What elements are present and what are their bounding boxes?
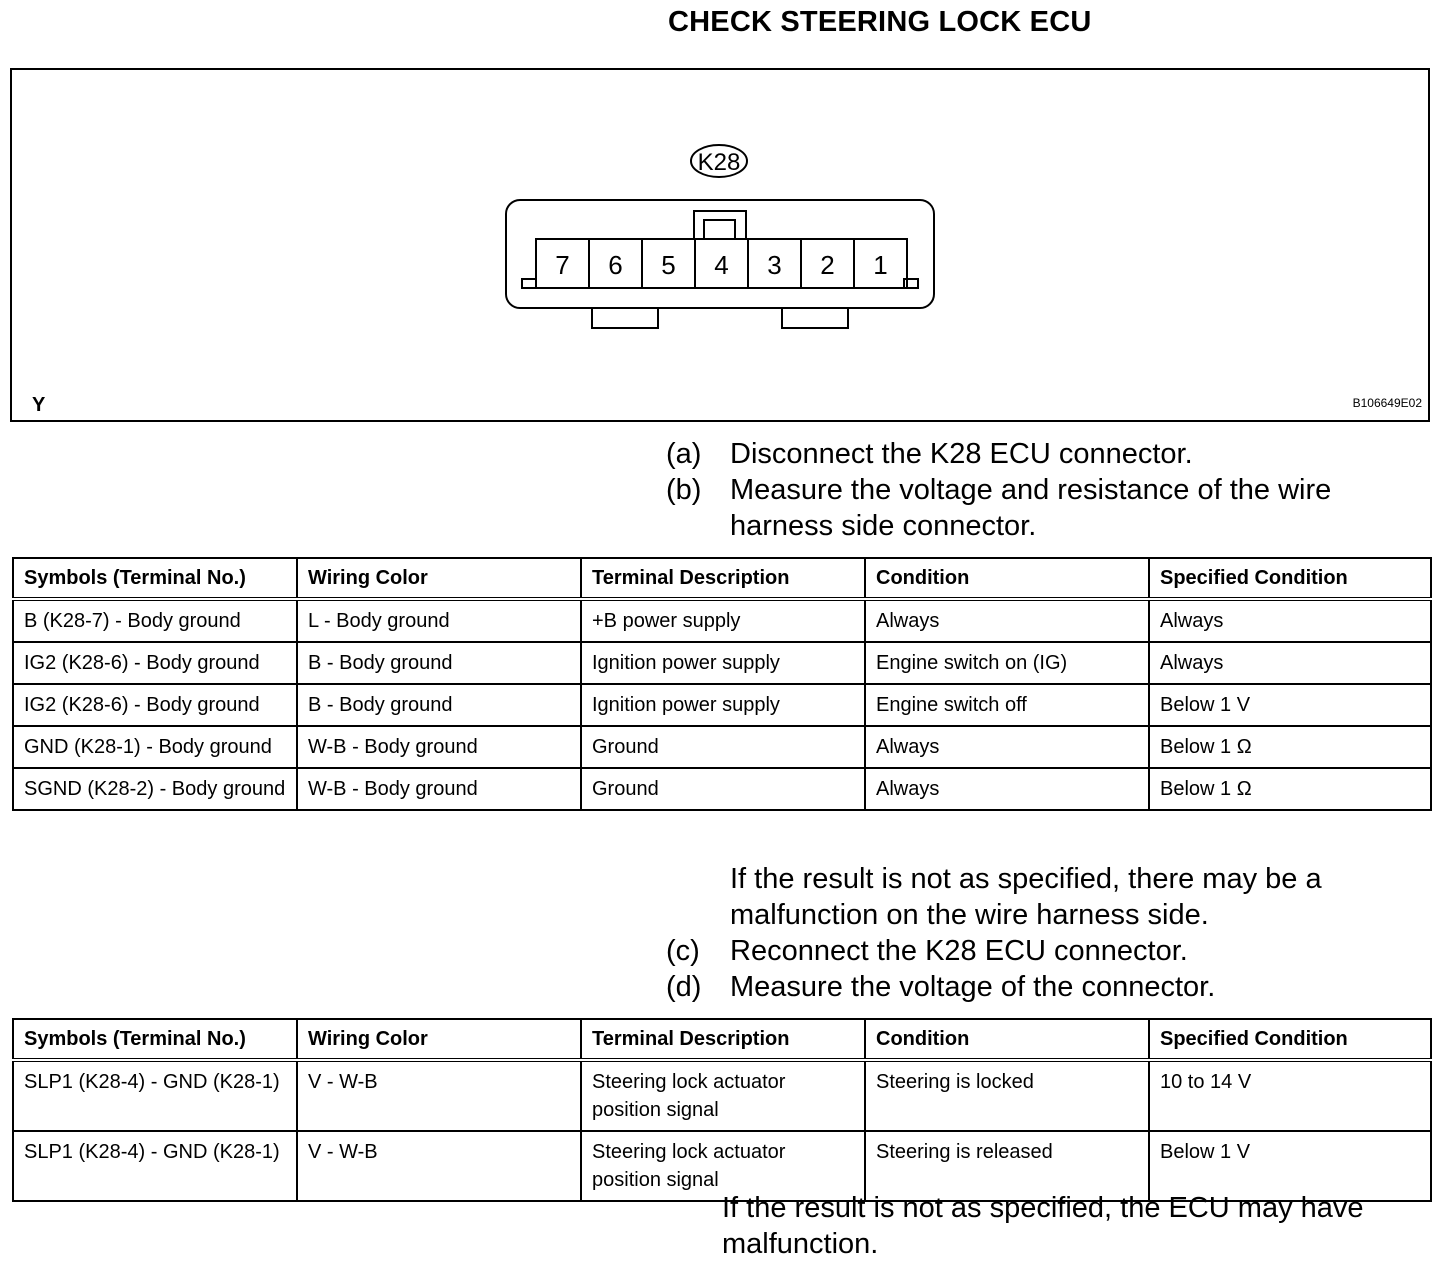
figure-code: B106649E02 [1352,396,1422,410]
table-cell: Ignition power supply [581,684,865,726]
table-cell: Below 1 V [1149,684,1431,726]
steps-middle [666,861,1386,1005]
connector-label: K28 [697,149,741,176]
connector-pin-label: 2 [820,250,835,280]
table-cell: Ground [581,768,865,810]
step-letter: (b) [666,474,702,506]
table-cell: SLP1 (K28-4) - GND (K28-1) [13,1060,297,1131]
table-header-row [13,558,1431,599]
table-cell: Ignition power supply [581,642,865,684]
column-header: Terminal Description [581,1019,865,1060]
step-text: Reconnect the K28 ECU connector. [730,935,1188,967]
table-cell: SLP1 (K28-4) - GND (K28-1) [13,1131,297,1201]
connector-pins [536,239,907,288]
table-cell: Engine switch off [865,684,1149,726]
figure-corner-letter: Y [32,394,46,416]
column-header: Wiring Color [297,1019,581,1060]
table-cell: IG2 (K28-6) - Body ground [13,684,297,726]
table-row [13,599,1431,642]
table-cell: L - Body ground [297,599,581,642]
table-cell: Always [865,726,1149,768]
steps-top [666,436,1386,544]
table-cell: Below 1 V [1149,1131,1431,1201]
table-row [13,684,1431,726]
table-cell: IG2 (K28-6) - Body ground [13,642,297,684]
column-header: Specified Condition [1149,1019,1431,1060]
table-cell: Steering lock actuator position signal [581,1131,865,1201]
table-cell: V - W-B [297,1060,581,1131]
spec-table-connector [12,1018,1432,1202]
step-c [666,933,1386,969]
table-cell: Always [1149,642,1431,684]
table-cell: GND (K28-1) - Body ground [13,726,297,768]
connector-pin-label: 6 [608,250,623,280]
connector-tab-right [782,308,848,328]
table-cell: W-B - Body ground [297,768,581,810]
table-cell: W-B - Body ground [297,726,581,768]
connector-key-inner [704,220,735,239]
column-header: Symbols (Terminal No.) [13,558,297,599]
table-cell: SGND (K28-2) - Body ground [13,768,297,810]
step-text: Disconnect the K28 ECU connector. [730,438,1193,470]
connector-pin-label: 3 [767,250,782,280]
table-cell: +B power supply [581,599,865,642]
result-note [666,861,1386,933]
table-row [13,726,1431,768]
table-cell: Always [1149,599,1431,642]
table-cell: Always [865,768,1149,810]
column-header: Symbols (Terminal No.) [13,1019,297,1060]
table-cell: Below 1 Ω [1149,726,1431,768]
final-note-text: If the result is not as specified, the ECU may have malfunction. [722,1192,1364,1260]
step-text: Measure the voltage and resistance of the wire harness side connector. [730,474,1332,542]
connector-key-outer [694,211,746,239]
column-header: Terminal Description [581,558,865,599]
table-row [13,642,1431,684]
table-cell: Steering lock actuator position signal [581,1060,865,1131]
table-cell: Ground [581,726,865,768]
column-header: Condition [865,1019,1149,1060]
table-cell: V - W-B [297,1131,581,1201]
step-b [666,472,1386,544]
spec-table-harness [12,557,1432,811]
column-header: Wiring Color [297,558,581,599]
result-note-text: If the result is not as specified, there may be a malfunction on the wire harness side. [730,863,1322,931]
table-cell: B - Body ground [297,684,581,726]
step-letter: (a) [666,438,702,470]
table-row [13,1060,1431,1131]
connector-tab-left [592,308,658,328]
step-letter: (c) [666,935,700,967]
table-cell: Engine switch on (IG) [865,642,1149,684]
step-text: Measure the voltage of the connector. [730,971,1216,1003]
step-d [666,969,1386,1005]
connector-pin-label: 4 [714,250,729,280]
connector-pin-label: 5 [661,250,676,280]
connector-pin-label: 1 [873,250,888,280]
connector-k28-drawing [12,70,1432,424]
step-a [666,436,1386,472]
table-cell: B - Body ground [297,642,581,684]
final-note [722,1190,1412,1262]
connector-nub-left [522,279,536,288]
table-cell: B (K28-7) - Body ground [13,599,297,642]
table-cell: Always [865,599,1149,642]
table-header-row [13,1019,1431,1060]
page-title: CHECK STEERING LOCK ECU [668,6,1092,38]
connector-diagram [10,68,1430,422]
table-cell: 10 to 14 V [1149,1060,1431,1131]
table-cell: Below 1 Ω [1149,768,1431,810]
table-cell: Steering is released [865,1131,1149,1201]
column-header: Specified Condition [1149,558,1431,599]
connector-pin-label: 7 [555,250,570,280]
step-letter: (d) [666,971,702,1003]
table-cell: Steering is locked [865,1060,1149,1131]
table-row [13,768,1431,810]
column-header: Condition [865,558,1149,599]
